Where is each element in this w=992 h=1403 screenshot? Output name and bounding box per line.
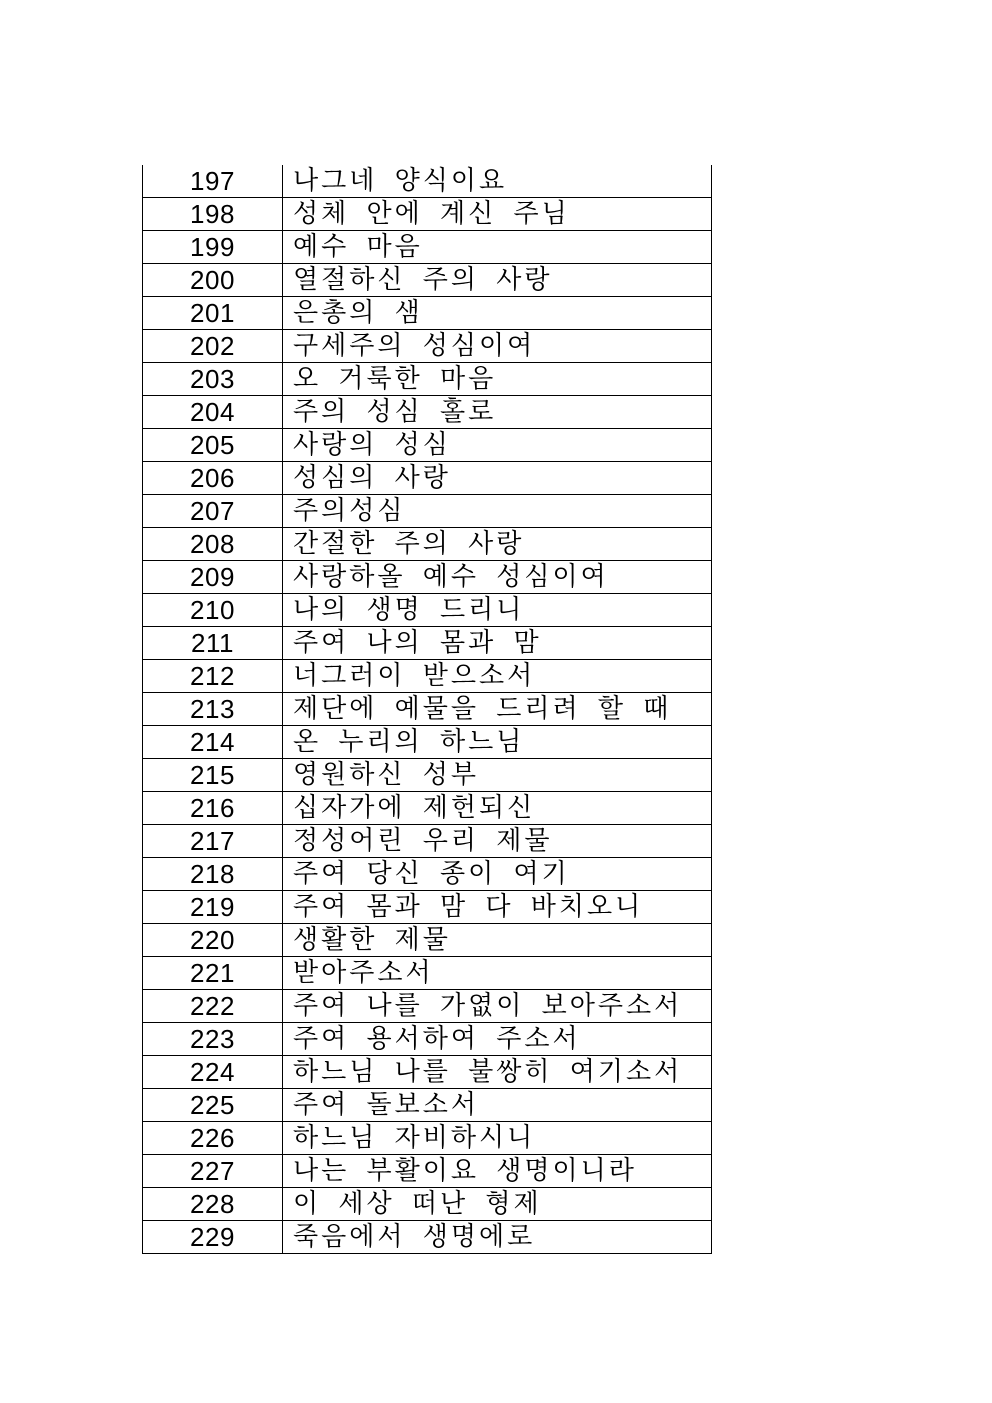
hymn-title: 이 세상 떠난 형제	[283, 1188, 712, 1221]
table-row	[143, 264, 712, 297]
table-row	[143, 825, 712, 858]
hymn-title: 하느님 나를 불쌍히 여기소서	[283, 1056, 712, 1089]
table-row	[143, 1188, 712, 1221]
hymn-number: 204	[143, 396, 283, 429]
hymn-title: 성체 안에 계신 주님	[283, 198, 712, 231]
hymn-number: 207	[143, 495, 283, 528]
table-row	[143, 990, 712, 1023]
table-row	[143, 297, 712, 330]
table-row	[143, 660, 712, 693]
table-row	[143, 957, 712, 990]
table-row	[143, 1056, 712, 1089]
hymn-title: 열절하신 주의 사랑	[283, 264, 712, 297]
hymn-title: 죽음에서 생명에로	[283, 1221, 712, 1254]
hymn-title: 은총의 샘	[283, 297, 712, 330]
hymn-number: 211	[143, 627, 283, 660]
hymn-title: 하느님 자비하시니	[283, 1122, 712, 1155]
hymn-title: 주여 용서하여 주소서	[283, 1023, 712, 1056]
hymn-number: 221	[143, 957, 283, 990]
table-row	[143, 363, 712, 396]
table-row	[143, 165, 712, 198]
hymn-number: 219	[143, 891, 283, 924]
table-row	[143, 627, 712, 660]
hymn-title: 온 누리의 하느님	[283, 726, 712, 759]
hymn-number: 228	[143, 1188, 283, 1221]
table-row	[143, 858, 712, 891]
hymn-list-table	[142, 165, 712, 1254]
hymn-title: 주여 몸과 맘 다 바치오니	[283, 891, 712, 924]
table-row	[143, 1122, 712, 1155]
hymn-title: 주의 성심 홀로	[283, 396, 712, 429]
hymn-title: 너그러이 받으소서	[283, 660, 712, 693]
table-row	[143, 891, 712, 924]
table-row	[143, 198, 712, 231]
hymn-title: 주의성심	[283, 495, 712, 528]
hymn-number: 220	[143, 924, 283, 957]
hymn-title: 주여 돌보소서	[283, 1089, 712, 1122]
hymn-number: 225	[143, 1089, 283, 1122]
table-row	[143, 726, 712, 759]
hymn-title: 간절한 주의 사랑	[283, 528, 712, 561]
hymn-number: 217	[143, 825, 283, 858]
table-row	[143, 528, 712, 561]
hymn-title: 영원하신 성부	[283, 759, 712, 792]
hymn-title: 사랑하올 예수 성심이여	[283, 561, 712, 594]
hymn-number: 208	[143, 528, 283, 561]
hymn-number: 209	[143, 561, 283, 594]
table-row	[143, 561, 712, 594]
hymn-title: 생활한 제물	[283, 924, 712, 957]
hymn-title: 십자가에 제헌되신	[283, 792, 712, 825]
hymn-number: 210	[143, 594, 283, 627]
table-row	[143, 924, 712, 957]
table-row	[143, 759, 712, 792]
hymn-number: 227	[143, 1155, 283, 1188]
hymn-number: 216	[143, 792, 283, 825]
hymn-title: 정성어린 우리 제물	[283, 825, 712, 858]
hymn-number: 229	[143, 1221, 283, 1254]
hymn-number: 215	[143, 759, 283, 792]
hymn-number: 206	[143, 462, 283, 495]
hymn-title: 예수 마음	[283, 231, 712, 264]
hymn-title: 주여 나의 몸과 맘	[283, 627, 712, 660]
hymn-title: 주여 나를 가엾이 보아주소서	[283, 990, 712, 1023]
hymn-title: 오 거룩한 마음	[283, 363, 712, 396]
hymn-list-body	[143, 165, 712, 1254]
hymn-number: 226	[143, 1122, 283, 1155]
hymn-number: 201	[143, 297, 283, 330]
table-row	[143, 495, 712, 528]
hymn-number: 223	[143, 1023, 283, 1056]
table-row	[143, 1023, 712, 1056]
hymn-title: 성심의 사랑	[283, 462, 712, 495]
hymn-title: 나는 부활이요 생명이니라	[283, 1155, 712, 1188]
hymn-number: 198	[143, 198, 283, 231]
hymn-title: 사랑의 성심	[283, 429, 712, 462]
table-row	[143, 1089, 712, 1122]
table-row	[143, 1221, 712, 1254]
table-row	[143, 330, 712, 363]
table-row	[143, 231, 712, 264]
table-row	[143, 594, 712, 627]
table-row	[143, 693, 712, 726]
hymn-title: 구세주의 성심이여	[283, 330, 712, 363]
hymn-number: 197	[143, 165, 283, 198]
hymn-number: 213	[143, 693, 283, 726]
hymn-title: 나그네 양식이요	[283, 165, 712, 198]
hymn-number: 212	[143, 660, 283, 693]
hymn-number: 203	[143, 363, 283, 396]
hymn-number: 205	[143, 429, 283, 462]
hymn-number: 224	[143, 1056, 283, 1089]
hymn-number: 202	[143, 330, 283, 363]
hymn-title: 나의 생명 드리니	[283, 594, 712, 627]
hymn-number: 199	[143, 231, 283, 264]
hymn-title: 받아주소서	[283, 957, 712, 990]
table-row	[143, 792, 712, 825]
hymn-number: 222	[143, 990, 283, 1023]
hymn-number: 200	[143, 264, 283, 297]
table-row	[143, 396, 712, 429]
table-row	[143, 462, 712, 495]
hymn-number: 214	[143, 726, 283, 759]
hymn-number: 218	[143, 858, 283, 891]
table-row	[143, 1155, 712, 1188]
hymn-title: 주여 당신 종이 여기	[283, 858, 712, 891]
table-row	[143, 429, 712, 462]
hymn-title: 제단에 예물을 드리려 할 때	[283, 693, 712, 726]
